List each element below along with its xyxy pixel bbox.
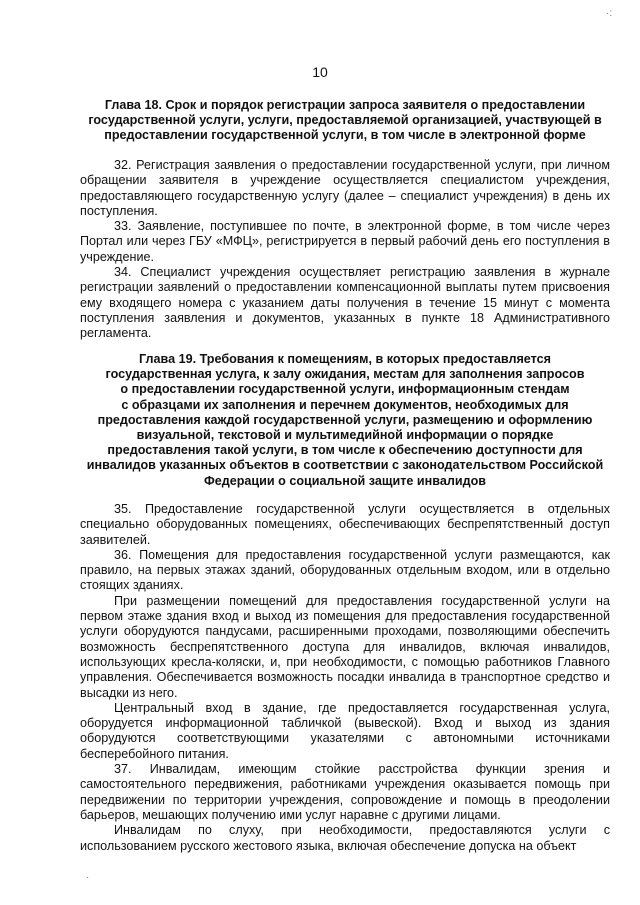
chapter-19-heading-line: Глава 19. Требования к помещениям, в которых предоставляется: [138, 352, 551, 366]
paragraph-34: 34. Специалист учреждения осуществляет регистрацию заявления в журнале регистрации заявлений о предоставлении компенсационной выплаты путем присвоения ему входящего номера с указанием даты получения в течение 15 минут с момента поступления заявления и документов, указанных в пункте 18 Административного регламента.: [80, 265, 610, 341]
paragraph-36: 36. Помещения для предоставления государственной услуги размещаются, как правило, на первых этажах зданий, оборудованных отдельным входом, или в отдельно стоящих зданиях.: [80, 547, 610, 593]
chapter-19-heading-line: инвалидов указанных объектов в соответствии с законодательством Российской: [86, 458, 604, 473]
chapter-19-heading-line: о предоставлении государственной услуги, информационным стендам: [120, 382, 570, 397]
paragraph-36-placement: При размещении помещений для предоставления государственной услуги на первом этаже здания вход и выход из помещения для предоставления государственной услуги оборудуются пандусами, расширенными проходами, позволяющими обеспечить возможность беспрепятственного доступа для инвалидов, включая инвалидов, использующих кресла-коляски, и, при необходимости, с помощью работников Главного управления. Обеспечивается возможность посадки инвалида в транспортное средство и высадки из него.: [80, 593, 610, 700]
chapter-19-heading-line: государственная услуга, к залу ожидания, местам для заполнения запросов: [105, 367, 585, 382]
chapter-19-heading-line: визуальной, текстовой и мультимедийной информации о порядке: [136, 428, 554, 443]
paragraph-33: 33. Заявление, поступившее по почте, в электронной форме, в том числе через Портал или через ГБУ «МФЦ», регистрируется в первый рабочий день его поступления в учреждение.: [80, 219, 610, 264]
chapter-18-body: [80, 158, 610, 342]
paragraph-35: 35. Предоставление государственной услуги осуществляется в отдельных специально оборудованных помещениях, обеспечивающих беспрепятственный доступ заявителей.: [80, 502, 610, 547]
paragraph-36-entrance: Центральный вход в здание, где предоставляется государственная услуга, оборудуется информационной табличкой (вывеской). Вход и выход из здания оборудуются соответствующими указателями с автономными источниками бесперебойного питания.: [80, 700, 610, 761]
paragraph-37: 37. Инвалидам, имеющим стойкие расстройства функции зрения и самостоятельного передвижения, работниками учреждения оказывается помощь при передвижении по территории учреждения, сопровождение и помощь в преодолении барьеров, мешающих получению ими услуг наравне с другими лицами.: [80, 762, 610, 822]
scan-speck: ·:: [606, 8, 613, 19]
paragraph-37-hearing: Инвалидам по слуху, при необходимости, предоставляются услуги с использованием русского жестового языка, включая обеспечение допуска на объект: [80, 823, 610, 853]
chapter-19-heading-line: Федерации о социальной защите инвалидов: [203, 473, 487, 488]
chapter-18-heading-line: предоставлении государственной услуги, в том числе в электронной форме: [104, 128, 586, 143]
chapter-19-heading: [80, 352, 610, 489]
chapter-19-body: [80, 502, 610, 854]
page-number: 10: [312, 64, 328, 80]
chapter-19-heading-line: предоставления каждой государственной услуги, размещению и оформлению: [97, 412, 593, 427]
scan-speck: ·: [86, 872, 90, 883]
chapter-18-heading-line: Глава 18. Срок и порядок регистрации запроса заявителя о предоставлении: [104, 98, 586, 112]
paragraph-32: 32. Регистрация заявления о предоставлении государственной услуги, при личном обращении заявителя в учреждение осуществляется специалистом учреждения, предоставляющего государственную услугу (далее – специалист учреждения) в день их поступления.: [80, 158, 610, 218]
chapter-19-heading-line: предоставления такой услуги, в том числе к обеспечению доступности для: [107, 443, 583, 458]
chapter-19-heading-line: с образцами их заполнения и перечнем документов, необходимых для: [121, 397, 569, 412]
chapter-18-heading-line: государственной услуги, услуги, предоставляемой организацией, участвующей в: [88, 113, 602, 128]
chapter-18-heading: [80, 98, 610, 144]
